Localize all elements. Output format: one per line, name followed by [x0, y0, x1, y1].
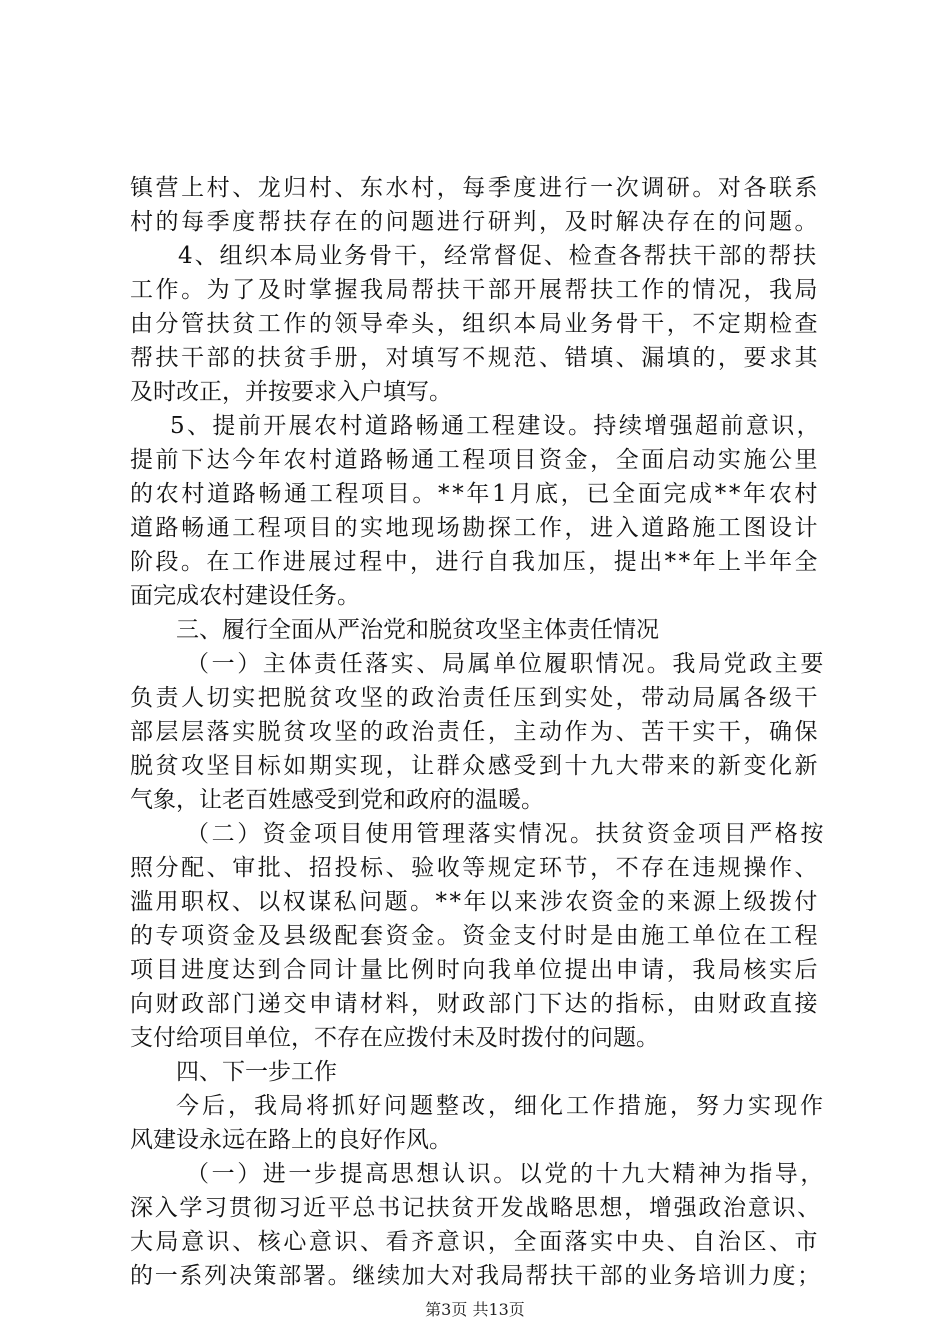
- text-line: 及时改正，并按要求入户填写。: [130, 379, 452, 405]
- text-line: 5、提前开展农村道路畅通工程建设。持续增强超前意识，: [170, 413, 823, 439]
- text-line: （二）资金项目使用管理落实情况。扶贫资金项目严格按: [186, 821, 826, 847]
- text-line: 风建设永远在路上的良好作风。: [130, 1127, 452, 1153]
- text-line: 向财政部门递交申请材料，财政部门下达的指标，由财政直接: [130, 991, 821, 1017]
- text-line: 照分配、审批、招投标、验收等规定环节，不存在违规操作、: [130, 855, 821, 881]
- text-line: 工作。为了及时掌握我局帮扶干部开展帮扶工作的情况，我局: [130, 277, 821, 303]
- text-line: 道路畅通工程项目的实地现场勘探工作，进入道路施工图设计: [130, 515, 821, 541]
- text-line: 深入学习贯彻习近平总书记扶贫开发战略思想，增强政治意识、: [130, 1195, 822, 1221]
- text-line: 滥用职权、以权谋私问题。**年以来涉农资金的来源上级拨付: [130, 889, 820, 915]
- text-line: 的一系列决策部署。继续加大对我局帮扶干部的业务培训力度；: [130, 1263, 822, 1289]
- text-line: 支付给项目单位，不存在应拨付未及时拨付的问题。: [130, 1025, 659, 1051]
- text-line: 部层层落实脱贫攻坚的政治责任，主动作为、苦干实干，确保: [130, 719, 821, 745]
- text-line: 帮扶干部的扶贫手册，对填写不规范、错填、漏填的，要求其: [130, 345, 821, 371]
- text-line: 的农村道路畅通工程项目。**年1月底，已全面完成**年农村: [130, 481, 821, 507]
- section-heading: 四、下一步工作: [176, 1059, 337, 1085]
- text-line: 的专项资金及县级配套资金。资金支付时是由施工单位在工程: [130, 923, 821, 949]
- text-line: （一）进一步提高思想认识。以党的十九大精神为指导，: [186, 1161, 826, 1187]
- text-line: 负责人切实把脱贫攻坚的政治责任压到实处，带动局属各级干: [130, 685, 821, 711]
- text-line: 今后，我局将抓好问题整改，细化工作措施，努力实现作: [176, 1093, 826, 1119]
- text-line: 面完成农村建设任务。: [130, 583, 360, 609]
- text-line: 由分管扶贫工作的领导牵头，组织本局业务骨干，不定期检查: [130, 311, 821, 337]
- text-line: 脱贫攻坚目标如期实现，让群众感受到十九大带来的新变化新: [130, 753, 821, 779]
- text-line: 大局意识、核心意识、看齐意识，全面落实中央、自治区、市: [130, 1229, 821, 1255]
- page-number: 第3页 共13页: [425, 1300, 525, 1319]
- text-line: （一）主体责任落实、局属单位履职情况。我局党政主要: [186, 651, 826, 677]
- text-line: 提前下达今年农村道路畅通工程项目资金，全面启动实施公里: [130, 447, 821, 473]
- text-line: 阶段。在工作进展过程中，进行自我加压，提出**年上半年全: [130, 549, 820, 575]
- text-line: 村的每季度帮扶存在的问题进行研判，及时解决存在的问题。: [130, 209, 821, 235]
- text-line: 项目进度达到合同计量比例时向我单位提出申请，我局核实后: [130, 957, 821, 983]
- section-heading: 三、履行全面从严治党和脱贫攻坚主体责任情况: [176, 617, 659, 643]
- text-line: 4、组织本局业务骨干，经常督促、检查各帮扶干部的帮扶: [178, 243, 819, 269]
- text-line: 气象，让老百姓感受到党和政府的温暖。: [130, 787, 544, 813]
- text-line: 镇营上村、龙归村、东水村，每季度进行一次调研。对各联系: [130, 175, 821, 201]
